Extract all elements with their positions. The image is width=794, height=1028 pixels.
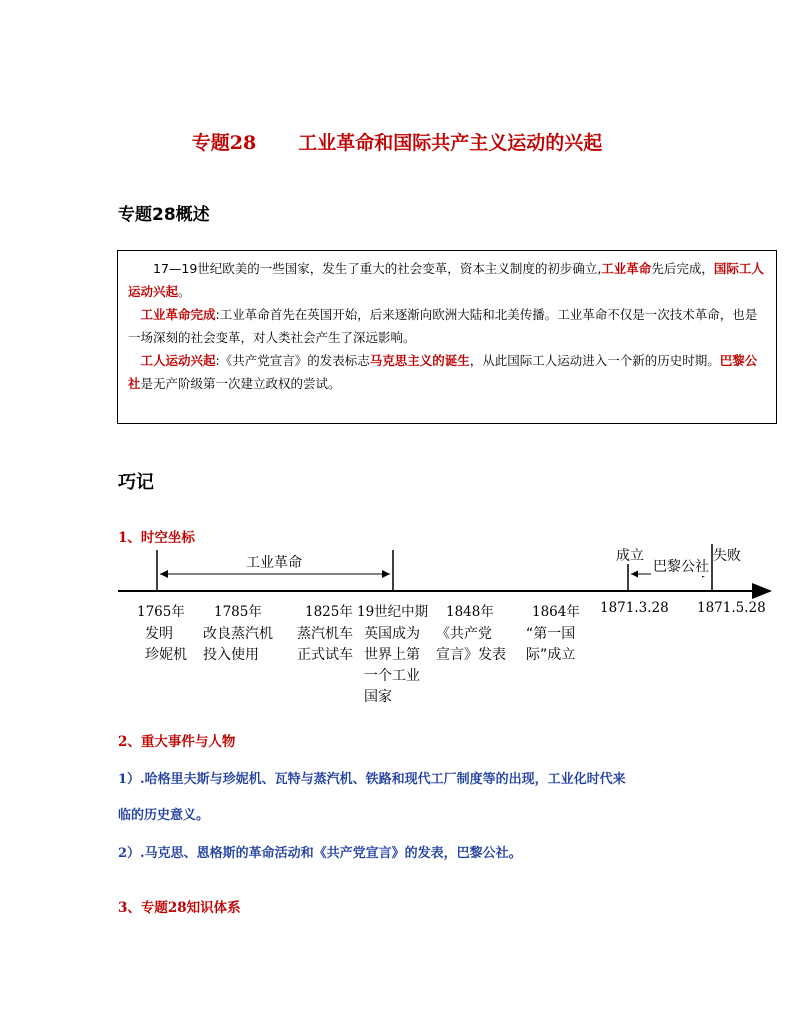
section-2-item-1-line-1: 1）.哈格里夫斯与珍妮机、瓦特与蒸汽机、铁路和现代工厂制度等的出现，工业化时代来	[118, 772, 626, 787]
timeline-year: 1785年	[214, 604, 262, 620]
section-2-item-1-line-2: 临的历史意义。	[118, 808, 210, 823]
timeline-event: 发明 珍妮机	[145, 626, 187, 663]
text-span: 是无产阶级第一次建立政权的尝试。	[140, 376, 341, 391]
section-3-heading: 3、专题28知识体系	[118, 900, 241, 916]
span2-arrow-left-head	[631, 571, 638, 578]
text-span: :《共产党宣言》的发表标志	[215, 353, 370, 368]
timeline-event: “第一国 际”成立	[526, 626, 576, 663]
text-span: :工业革命首先在英国开始，后来逐渐向欧洲大陆和北美传播。工业革命不仅是一次技术革命，也是一场深刻的社会变革，对人类社会产生了深远影响。	[128, 307, 758, 345]
timeline-year: 1864年	[532, 604, 580, 620]
highlight-industrial-revolution: 工业革命	[601, 261, 652, 276]
timeline-event: 蒸汽机车 正式试车	[297, 626, 353, 663]
overview-box	[117, 250, 777, 424]
span2-left-label: 成立	[616, 548, 644, 564]
overview-paragraph-3	[128, 349, 766, 395]
span2-mid-label: 巴黎公社	[651, 556, 711, 576]
text-span: 。	[178, 284, 191, 299]
section-2-item-2: 2）.马克思、恩格斯的革命活动和《共产党宣言》的发表，巴黎公社。	[118, 846, 522, 861]
overview-heading: 专题28概述	[118, 205, 210, 225]
highlight-labor-movement: 国际工人运动兴起	[128, 261, 764, 299]
highlight-revolution-complete: 工业革命完成	[140, 307, 216, 322]
span1-arrow-left-head	[160, 570, 168, 578]
title-number: 专题28	[191, 132, 257, 154]
overview-paragraph-1	[128, 257, 766, 303]
highlight-movement-rise: 工人运动兴起	[140, 353, 216, 368]
title-text: 工业革命和国际共产主义运动的兴起	[298, 132, 603, 154]
span1-label: 工业革命	[246, 555, 302, 571]
timeline-year: 1871.3.28	[600, 600, 669, 616]
span1-arrow-right-head	[382, 570, 390, 578]
timeline-year: 19世纪中期	[357, 604, 429, 620]
text-span: 17—19世纪欧美的一些国家，发生了重大的社会变革，资本主义制度的初步确立,	[153, 261, 602, 276]
overview-paragraph-2	[128, 303, 766, 349]
span2-right-label: 失败	[713, 548, 741, 564]
timeline-year: 1871.5.28	[697, 600, 766, 616]
text-span: ，从此国际工人运动进入一个新的历史时期。	[469, 353, 720, 368]
highlight-marxism: 马克思主义的诞生	[369, 353, 470, 368]
page-title	[0, 128, 794, 155]
timeline-year: 1825年	[305, 604, 353, 620]
section-2-heading: 2、重大事件与人物	[118, 734, 236, 750]
timeline-event: 改良蒸汽机 投入使用	[203, 626, 273, 663]
highlight-paris-commune: 巴黎公社	[128, 353, 758, 391]
section-1-heading: 1、时空坐标	[118, 530, 195, 546]
timeline-event: 《共产党 宣言》发表	[436, 626, 506, 663]
timeline-event: 英国成为 世界上第 一个工业 国家	[364, 626, 420, 705]
timeline-year: 1765年	[137, 604, 185, 620]
text-span: 先后完成，	[651, 261, 714, 276]
mnemonic-heading: 巧记	[118, 472, 154, 493]
timeline-year: 1848年	[446, 604, 494, 620]
